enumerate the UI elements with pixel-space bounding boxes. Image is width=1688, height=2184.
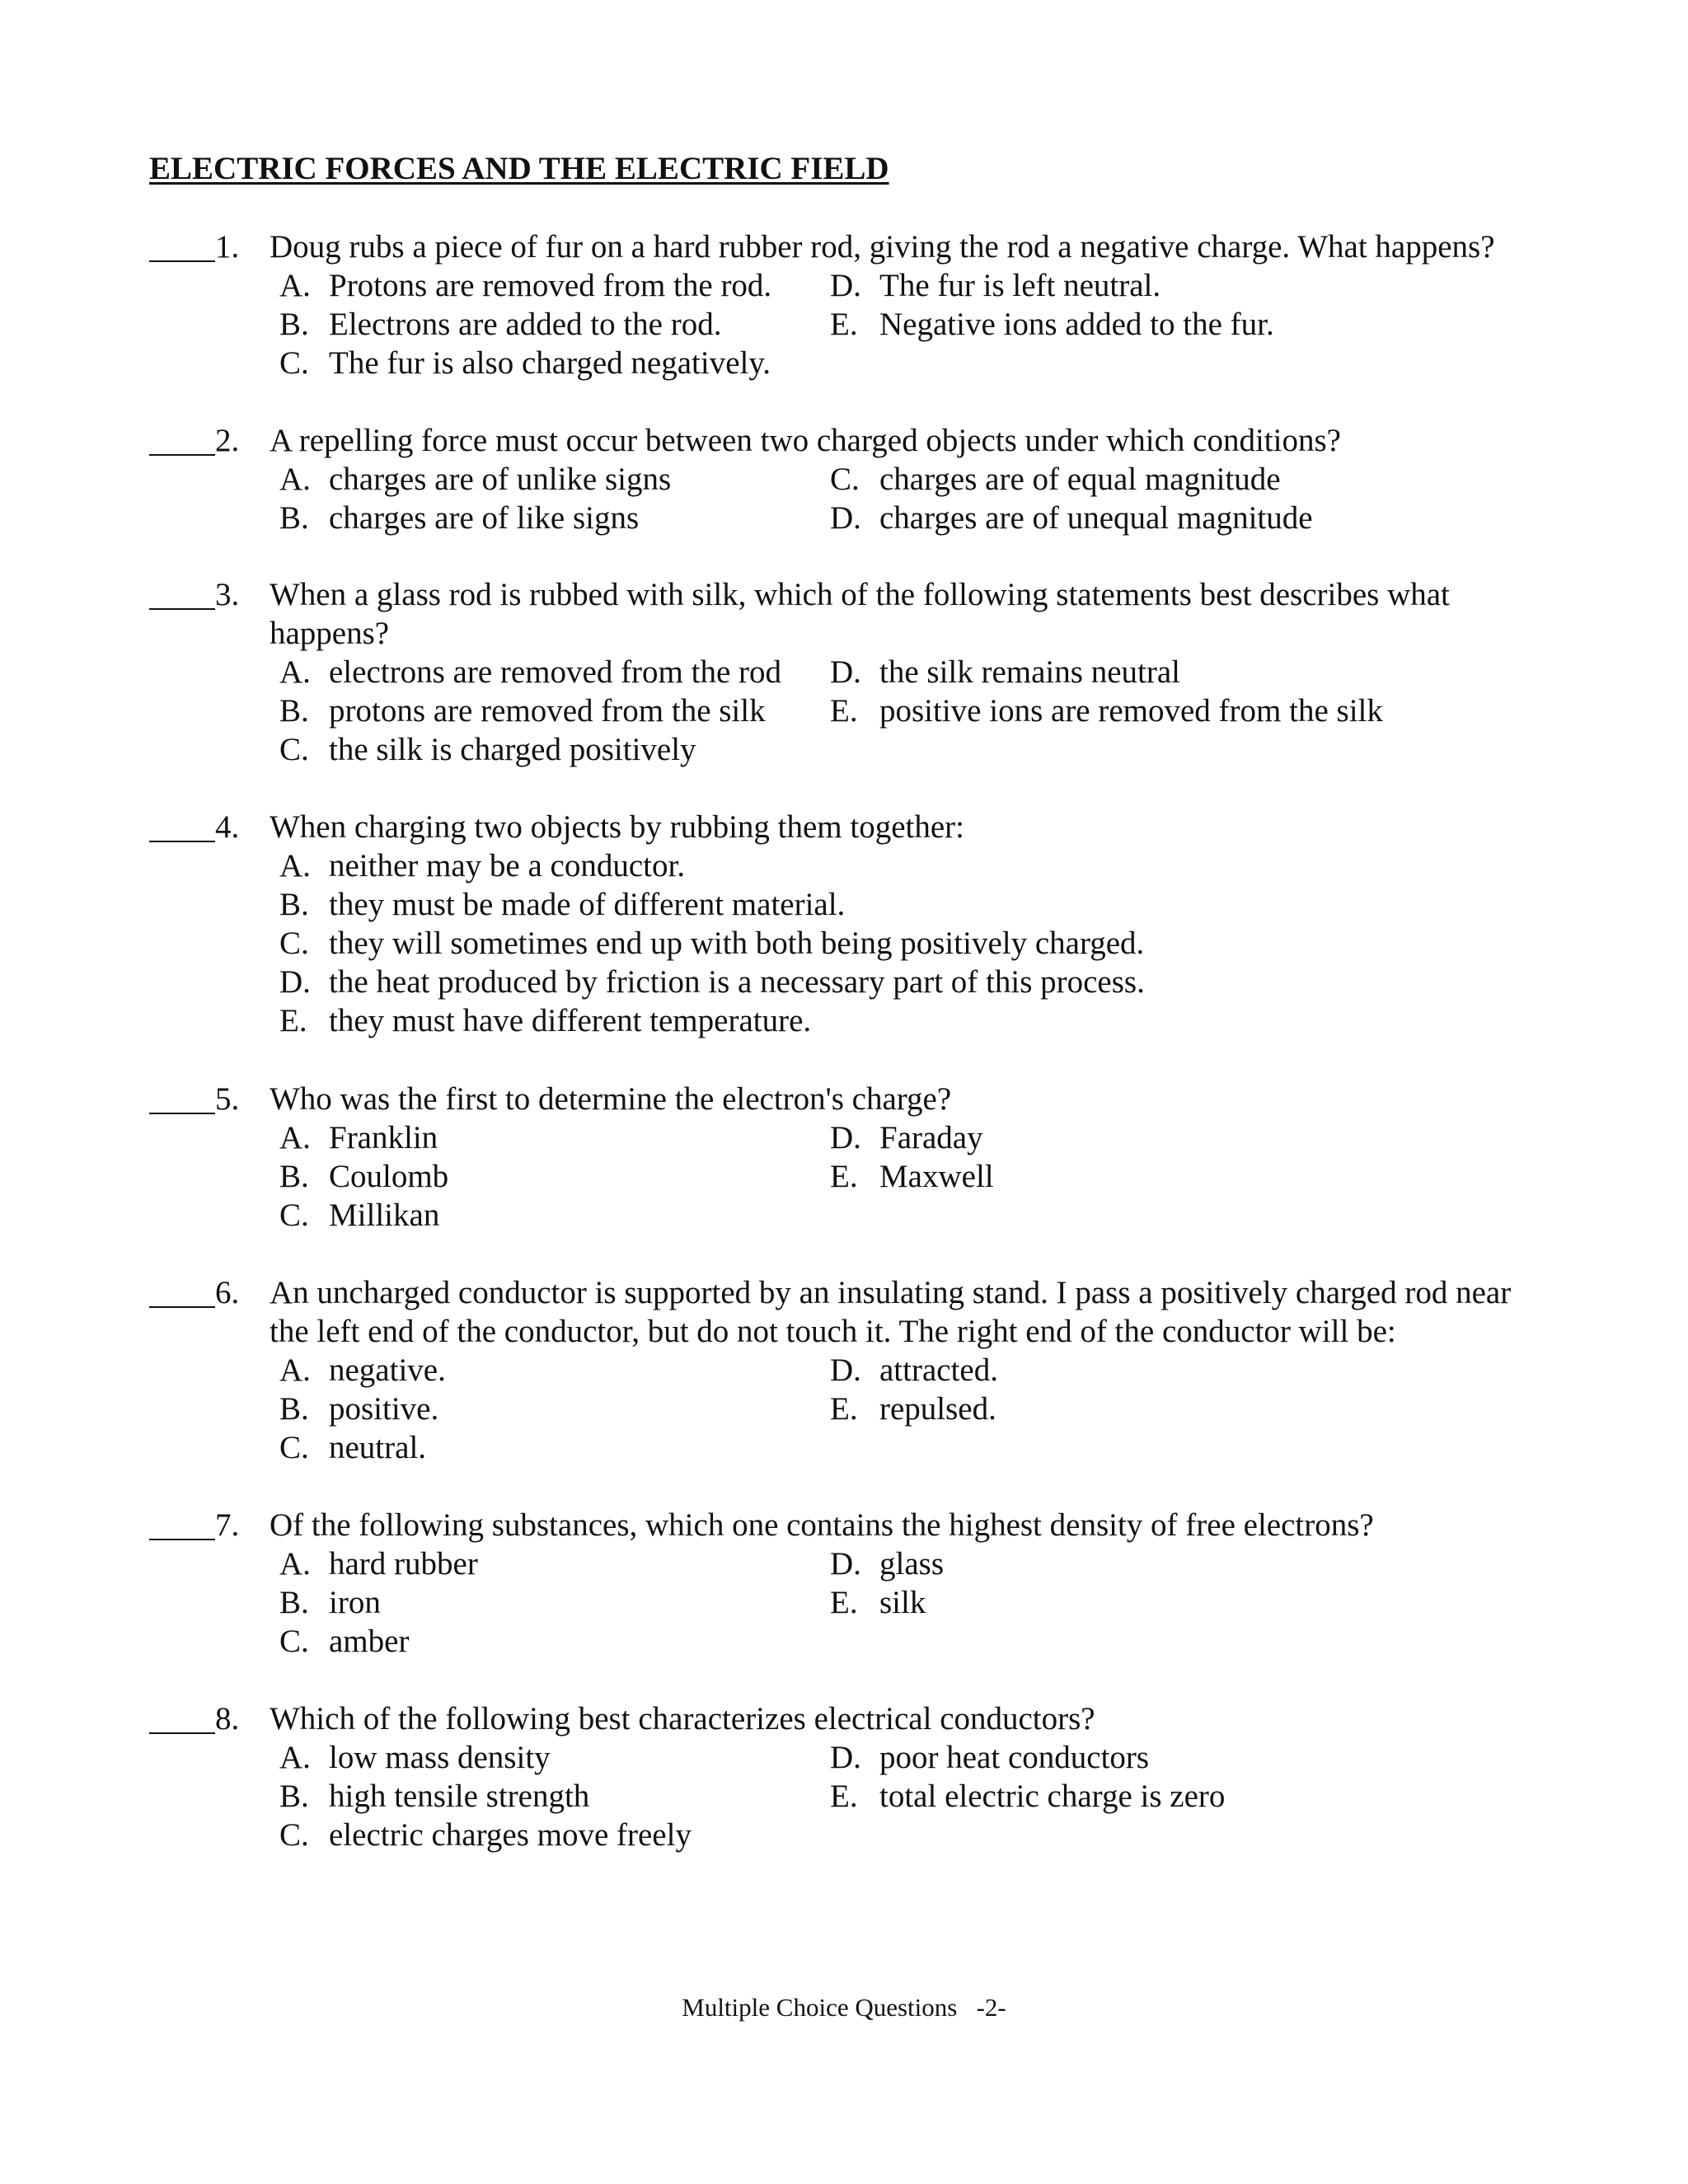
- option-c: C. The fur is also charged negatively.: [279, 345, 771, 381]
- option-b: B. charges are of like signs: [279, 500, 640, 536]
- question-stem: When a glass rod is rubbed with silk, which of the following statements best describes what happens?: [270, 577, 1450, 651]
- option-a: A. negative.: [279, 1352, 446, 1388]
- answer-blank[interactable]: [149, 1699, 215, 1734]
- question-stem: A repelling force must occur between two charged objects under which conditions?: [270, 423, 1341, 458]
- question-stem: Of the following substances, which one contains the highest density of free electrons?: [270, 1507, 1374, 1543]
- question-stem: When charging two objects by rubbing them together:: [270, 809, 964, 845]
- option-e: E. positive ions are removed from the silk: [830, 693, 1383, 729]
- question-number: 3.: [215, 577, 240, 612]
- option-a: A. Franklin: [279, 1120, 438, 1155]
- option-a: A. Protons are removed from the rod.: [279, 268, 772, 303]
- option-e: E. silk: [830, 1585, 926, 1620]
- answer-blank[interactable]: [149, 421, 215, 456]
- question-number: 8.: [215, 1701, 240, 1736]
- option-d: D. glass: [830, 1546, 944, 1582]
- question-number: 5.: [215, 1081, 240, 1117]
- option-a: A. electrons are removed from the rod: [279, 654, 782, 690]
- answer-blank[interactable]: [149, 227, 215, 262]
- question-5: [149, 1080, 1542, 1235]
- answer-blank[interactable]: [149, 1273, 215, 1308]
- question-stem: Who was the first to determine the electron's charge?: [270, 1081, 952, 1117]
- option-b: B. high tensile strength: [279, 1779, 590, 1814]
- question-7: [149, 1506, 1542, 1661]
- option-b: B. they must be made of different material.: [279, 887, 846, 922]
- question-stem: Doug rubs a piece of fur on a hard rubber rod, giving the rod a negative charge. What happens?: [270, 229, 1495, 265]
- answer-blank[interactable]: [149, 1080, 215, 1114]
- question-number: 6.: [215, 1275, 240, 1310]
- option-b: B. protons are removed from the silk: [279, 693, 766, 729]
- answer-blank[interactable]: [149, 1506, 215, 1540]
- option-d: D. Faraday: [830, 1120, 983, 1155]
- option-c: C. charges are of equal magnitude: [830, 462, 1281, 497]
- option-d: D. the heat produced by friction is a necessary part of this process.: [279, 964, 1145, 1000]
- option-e: E. Negative ions added to the fur.: [830, 307, 1274, 342]
- option-c: C. amber: [279, 1624, 410, 1659]
- question-number: 1.: [215, 229, 240, 265]
- question-3: [149, 575, 1542, 769]
- option-a: A. hard rubber: [279, 1546, 478, 1582]
- option-a: A. low mass density: [279, 1740, 551, 1775]
- page-title: ELECTRIC FORCES AND THE ELECTRIC FIELD: [149, 151, 889, 186]
- answer-blank[interactable]: [149, 575, 215, 610]
- option-b: B. iron: [279, 1585, 381, 1620]
- option-d: D. poor heat conductors: [830, 1740, 1150, 1775]
- option-c: C. electric charges move freely: [279, 1817, 692, 1853]
- option-b: B. Coulomb: [279, 1159, 449, 1194]
- question-8: [149, 1699, 1542, 1854]
- option-e: E. repulsed.: [830, 1391, 996, 1427]
- option-c: C. neutral.: [279, 1430, 427, 1465]
- question-6: [149, 1273, 1542, 1467]
- option-e: E. total electric charge is zero: [830, 1779, 1226, 1814]
- question-4: [149, 808, 1542, 1040]
- question-number: 4.: [215, 809, 240, 845]
- page-footer: Multiple Choice Questions -2-: [682, 1993, 1006, 2022]
- option-e: E. they must have different temperature.: [279, 1003, 812, 1038]
- question-number: 2.: [215, 423, 240, 458]
- option-c: C. Millikan: [279, 1197, 440, 1233]
- option-e: E. Maxwell: [830, 1159, 994, 1194]
- question-2: [149, 421, 1542, 537]
- option-d: D. the silk remains neutral: [830, 654, 1180, 690]
- option-b: B. Electrons are added to the rod.: [279, 307, 722, 342]
- option-a: A. charges are of unlike signs: [279, 462, 672, 497]
- question-number: 7.: [215, 1507, 240, 1543]
- question-1: [149, 227, 1542, 382]
- question-stem: An uncharged conductor is supported by an insulating stand. I pass a positively charged rod near the left end of the conductor, but do not touch it. The right end of the conductor will be:: [270, 1275, 1512, 1349]
- question-stem: Which of the following best characterizes electrical conductors?: [270, 1701, 1095, 1736]
- option-c: C. they will sometimes end up with both being positively charged.: [279, 926, 1145, 961]
- option-d: D. The fur is left neutral.: [830, 268, 1161, 303]
- option-c: C. the silk is charged positively: [279, 732, 696, 767]
- option-b: B. positive.: [279, 1391, 439, 1427]
- option-d: D. charges are of unequal magnitude: [830, 500, 1313, 536]
- option-d: D. attracted.: [830, 1352, 998, 1388]
- answer-blank[interactable]: [149, 808, 215, 842]
- option-a: A. neither may be a conductor.: [279, 848, 686, 883]
